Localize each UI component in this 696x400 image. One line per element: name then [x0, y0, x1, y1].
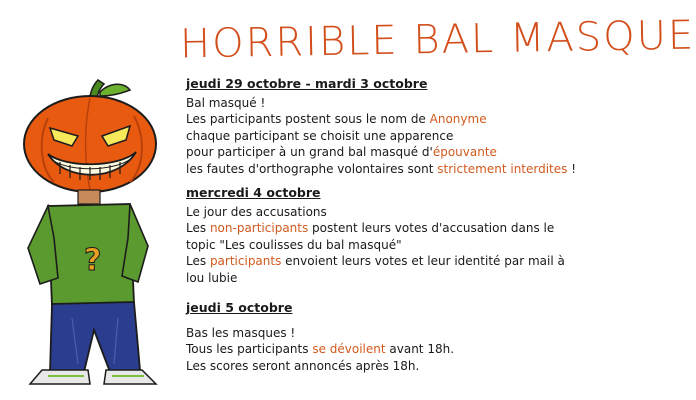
svg-text:?: ?: [84, 243, 102, 278]
schedule-section: [186, 300, 596, 374]
section-line: Le jour des accusations: [186, 204, 327, 219]
section-line: Bal masqué !: [186, 95, 266, 110]
section-line: Bas les masques !: [186, 325, 296, 340]
section-line: Les participants envoient leurs votes et leur identité par mail à: [186, 254, 565, 268]
section-heading: mercredi 4 octobre: [186, 185, 321, 200]
section-line: les fautes d'orthographe volontaires sont strictement interdites !: [186, 161, 577, 176]
section-line: Les non-participants postent leurs votes d'accusation dans le: [186, 221, 555, 235]
schedule-section: [186, 185, 596, 286]
section-heading: jeudi 5 octobre: [186, 300, 293, 315]
section-line: Tous les participants se dévoilent avant 18h.: [186, 342, 455, 356]
event-schedule: [186, 76, 596, 382]
section-line: Les scores seront annoncés après 18h.: [186, 358, 420, 373]
section-line: chaque participant se choisit une apparence: [186, 128, 454, 143]
section-line: lou lubie: [186, 270, 238, 285]
section-heading: jeudi 29 octobre - mardi 3 octobre: [186, 76, 428, 91]
section-line: pour participer à un grand bal masqué d'épouvante: [186, 145, 497, 159]
page-title: HORRIBLE BAL MASQUE: [179, 12, 696, 68]
section-line: Les participants postent sous le nom de Anonyme: [186, 112, 487, 126]
schedule-section: [186, 76, 596, 177]
pumpkin-head-character-illustration: [18, 78, 168, 388]
section-line: topic "Les coulisses du bal masqué": [186, 237, 402, 252]
